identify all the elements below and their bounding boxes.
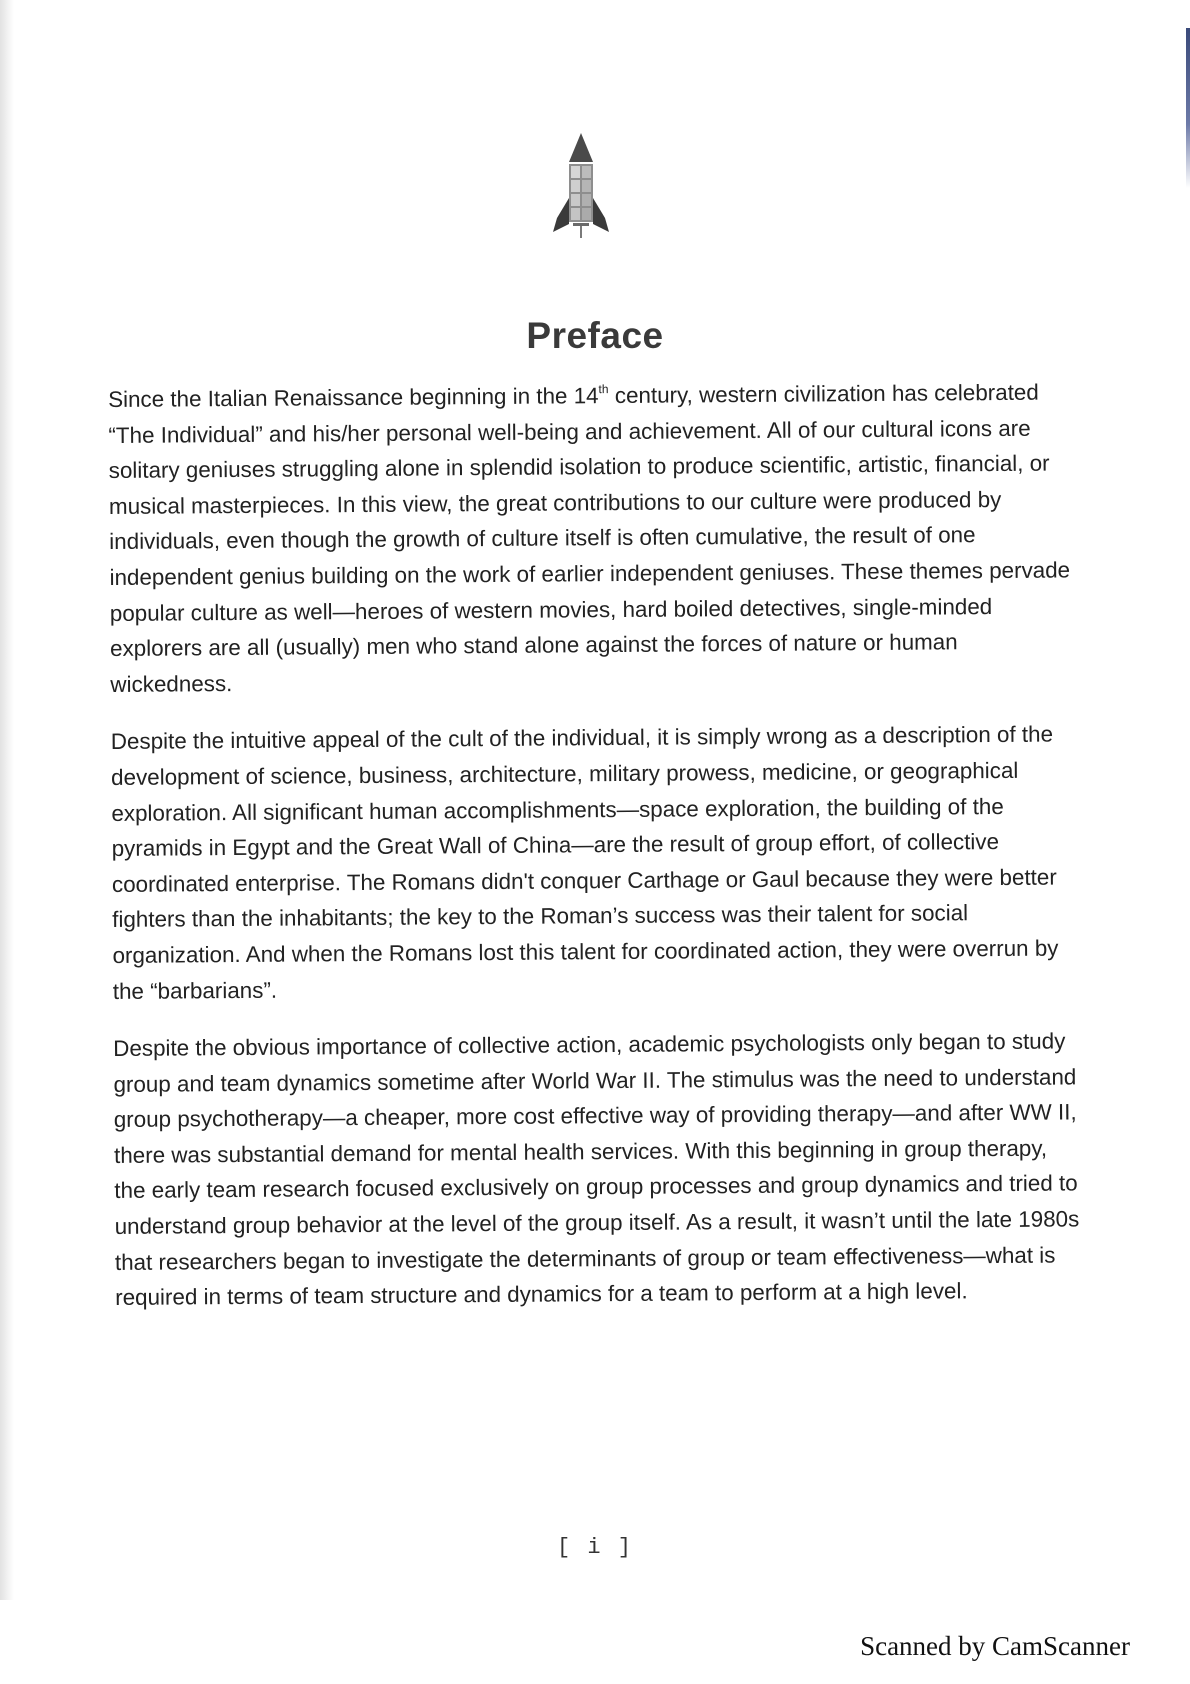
paragraph-2: Despite the intuitive appeal of the cult of the individual, it is simply wrong as a description of the development of science, business, architecture, military prowess, medicine, or geographical exploration. All significant human accomplishments—space exploration, the building of the pyramids in Egypt and the Great Wall of China—are the result of group effort, of collective coordinated enterprise. The Romans didn't conquer Carthage or Gaul because they were better fighters than the inhabitants; the key to the Roman’s success was their talent for social organization. And when the Romans lost this talent for coordinated action, they were overrun by the “barbarians”. <box>110 721 1059 1004</box>
preface-body <box>108 374 1085 1337</box>
rocket-icon <box>548 128 638 258</box>
scanner-watermark: Scanned by CamScanner <box>860 1631 1130 1661</box>
paragraph-3: Despite the obvious importance of collective action, academic psychologists only began to study group and team dynamics sometime after World War II. The stimulus was the need to understand group psychotherapy—a cheaper, more cost effective way of providing therapy—and after WW II, there was substantial demand for mental health services. With this beginning in group therapy, the early team research focused exclusively on group processes and group dynamics and tried to understand group behavior at the level of the group itself. As a result, it wasn’t until the late 1980s that researchers began to investigate the determinants of group or team effectiveness—what is required in terms of team structure and dynamics for a team to perform at a high level. <box>113 1028 1080 1311</box>
page-number: [ i ] <box>556 1535 633 1560</box>
scan-left-shadow <box>0 0 14 1600</box>
paragraph-1-start: Since the Italian Renaissance beginning in the 14 <box>108 383 599 412</box>
paragraph-1 <box>108 374 1080 702</box>
paragraph-1-rest: century, western civilization has celebrated “The Individual” and his/her personal well-being and achievement. All of our cultural icons are solitary geniuses struggling alone in splendid isolation to produce scientific, artistic, financial, or musical masterpieces. In this view, the great contributions to our culture were produced by individuals, even though the growth of culture itself is often cumulative, the result of one independent genius building on the work of earlier independent geniuses. These themes pervade popular culture as well—heroes of western movies, hard boiled detectives, single-minded explorers are all (usually) men who stand alone against the forces of nature or human wickedness. <box>108 379 1071 697</box>
scan-right-edge <box>1186 28 1190 188</box>
ordinal-suffix: th <box>598 382 609 397</box>
page-title: Preface <box>526 315 664 356</box>
